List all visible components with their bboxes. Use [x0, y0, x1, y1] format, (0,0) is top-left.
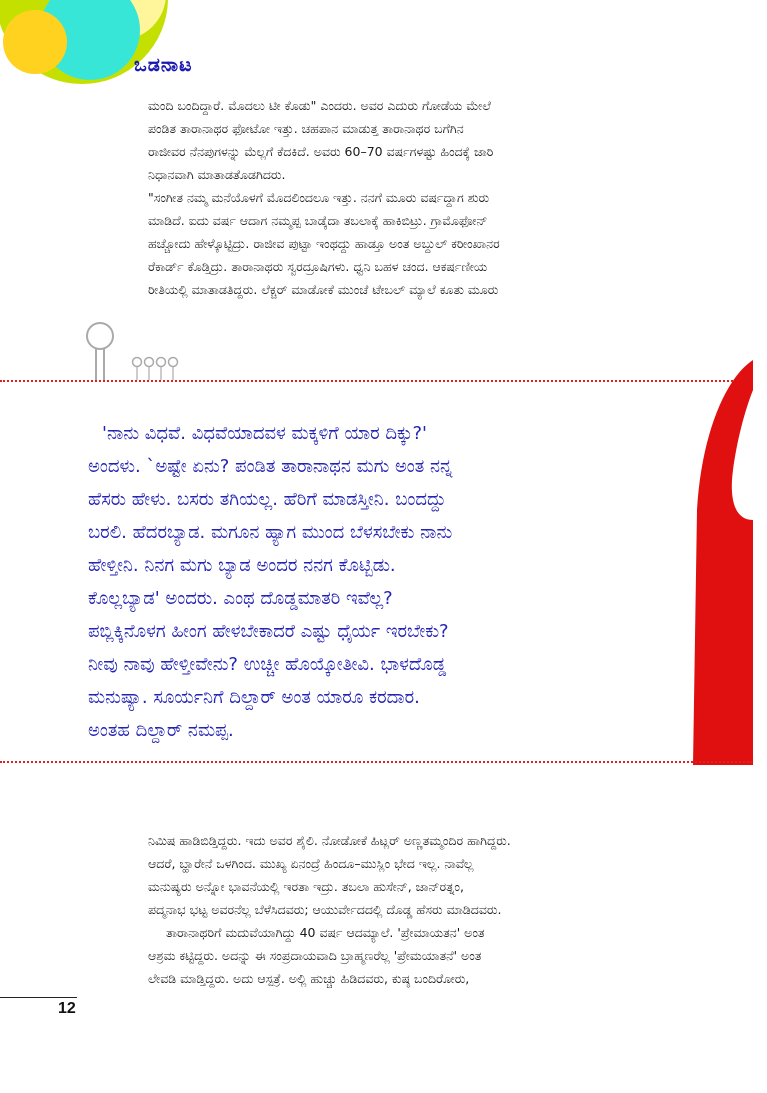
pin-ring-decoration	[84, 320, 194, 382]
paragraph-line: ಆದರೆ, ಬ್ಹಾರೇನೆ ಒಳಗಿಂದ. ಮುಖ್ಯ ಏನಂದ್ರೆ ಹಿಂದೂ–ಮುಸ್ಲಿಂ ಭೇದ ಇಲ್ಲ. ನಾವೆಲ್ಲ	[148, 856, 474, 871]
paragraph-line: ಆಶ್ರಮ ಕಟ್ಟಿದ್ದರು. ಅದನ್ನು ಈ ಸಂಪ್ರದಾಯವಾದಿ ಬ್ರಾಹ್ಮಣರೆಲ್ಲ 'ಪ್ರೇಮಯಾತನೆ' ಅಂತ	[148, 948, 482, 963]
bottom-paragraph	[148, 829, 688, 990]
paragraph-line: ಮಂದಿ ಬಂದಿದ್ದಾರೆ. ಮೊದಲು ಟೀ ಕೊಡು" ಎಂದರು. ಅವರ ಎದುರು ಗೋಡೆಯ ಮೇಲೆ	[148, 98, 491, 113]
paragraph-line: ಮನುಷ್ಯರು ಅನ್ನೋ ಭಾವನೆಯಲ್ಲಿ ಇರತಾ ಇದ್ರು. ತಬಲಾ ಹುಸೇನ್, ಜಾನ್‌ರತ್ನಂ,	[148, 879, 464, 894]
pull-quote	[88, 417, 648, 747]
paragraph-line: ರೀತಿಯಲ್ಲಿ ಮಾತಾಡತಿದ್ದರು. ಲೆಕ್ಚರ್ ಮಾಡೋಕೆ ಮುಂಚೆ ಟೇಬಲ್ ಮ್ಯಾಲೆ ಕೂತು ಮೂರು	[148, 282, 499, 297]
dotted-divider-top	[0, 380, 752, 382]
quote-line: ಅಂದಳು. `ಅಷ್ಟೇ ಏನು? ಪಂಡಿತ ತಾರಾನಾಥನ ಮಗು ಅಂತ ನನ್ನ	[88, 456, 453, 477]
page-number: 12	[58, 1000, 76, 1017]
paragraph-line: ಪದ್ಮನಾಭ ಭಟ್ಟ ಅವರನೆಲ್ಲ ಬೆಳೆಸಿದವರು; ಆಯುರ್ವೇದದಲ್ಲಿ ದೊಡ್ಡ ಹೆಸರು ಮಾಡಿದವರು.	[148, 902, 502, 917]
paragraph-line: ಮಾಡಿದೆ. ಐದು ವರ್ಷ ಆದಾಗ ನಮ್ಮಪ್ಪ ಬಾಡ್ಕೆದಾ ತಬಲಾಕ್ಕೆ ಹಾಕಿಬಿಟ್ರು. ಗ್ರಾಮೊಫೋನ್	[148, 213, 488, 228]
quote-line: ಮನುಷ್ಯಾ. ಸೂರ್ಯನಿಗೆ ದಿಲ್ದಾರ್ ಅಂತ ಯಾರೂ ಕರದಾರ.	[88, 687, 420, 708]
page-number-rule	[0, 997, 77, 998]
quote-line: ಪಬ್ಲಿಕ್ಕಿನೊಳಗ ಹೀಂಗ ಹೇಳಬೇಕಾದರೆ ಎಷ್ಟು ಧೈರ್ಯ ಇರಬೇಕು?	[88, 621, 449, 642]
quote-line: ಅಂತಹ ದಿಲ್ದಾರ್ ನಮಪ್ಪ.	[88, 720, 234, 741]
paragraph-line: ತಾರಾನಾಥರಿಗೆ ಮದುವೆಯಾಗಿದ್ದು 40 ವರ್ಷ ಆದಮ್ಯಾಲೆ. 'ಪ್ರೇಮಾಯತನ' ಅಂತ	[166, 925, 485, 940]
paragraph-line: ಹಚ್ಚೋದು ಹೇಳ್ಕೊಟ್ಟಿದ್ರು. ರಾಜೀವ ಪುಟ್ಟಾ ಇಂಥದ್ದು ಹಾಡ್ತೂ ಅಂತ ಅಬ್ದುಲ್ ಕರೀಂಖಾನರ	[148, 236, 500, 251]
paragraph-line: ನಿಮಿಷ ಹಾಡಿಬಿಡ್ತಿದ್ದರು. ಇದು ಅವರ ಶೈಲಿ. ನೋಡೋಕೆ ಹಿಟ್ಲರ್ ಅಣ್ಣತಮ್ಮಂದಿರ ಹಾಗಿದ್ದರು.	[148, 833, 511, 848]
yellow-circle	[3, 10, 67, 74]
quote-line: ಬರಲಿ. ಹೆದರಬ್ಯಾಡ. ಮಗೂನ ಹ್ಯಾಗ ಮುಂದ ಬೆಳಸಬೇಕು ನಾನು	[88, 522, 453, 543]
corner-circles-decoration	[0, 0, 190, 90]
paragraph-line: "ಸಂಗೀತ ನಮ್ಮ ಮನೆಯೊಳಗೆ ಮೊದಲಿಂದಲೂ ಇತ್ತು. ನನಗೆ ಮೂರು ವರ್ಷದ್ದಾಗ ಶುರು	[148, 190, 490, 205]
quote-line: ಕೊಲ್ಲಬ್ಯಾಡ' ಅಂದರು. ಎಂಥ ದೊಡ್ಡಮಾತರಿ ಇವೆಲ್ಲ?	[88, 588, 393, 609]
quote-mark-icon	[683, 360, 753, 768]
section-title: ಒಡನಾಟ	[134, 54, 193, 76]
paragraph-line: ಪಂಡಿತ ತಾರಾನಾಥರ ಫೋಟೋ ಇತ್ತು. ಚಹಪಾನ ಮಾಡುತ್ತ ತಾರಾನಾಥರ ಬಗೆಗಿನ	[148, 121, 464, 136]
paragraph-line: ಲೇವಡಿ ಮಾಡ್ತಿದ್ದರು. ಅದು ಆಸ್ಪತ್ರೆ. ಅಲ್ಲಿ ಹುಚ್ಚು ಹಿಡಿದವರು, ಕುಷ್ಠ ಬಂದಿರೋರು,	[148, 971, 470, 986]
paragraph-line: ನಿಧಾನವಾಗಿ ಮಾತಾಡತೊಡಗಿದರು.	[148, 167, 286, 182]
quote-line: ಹೆಸರು ಹೇಳು. ಬಸರು ತಗಿಯಲ್ಲ. ಹೆರಿಗೆ ಮಾಡಸ್ತೀನಿ. ಬಂದದ್ದು	[88, 489, 446, 510]
paragraph-line: ರೆಕಾರ್ಡ್ ಕೊಡ್ತಿದ್ರು. ತಾರಾನಾಥರು ಸ್ವರದ್ರೂಷಿಗಳು. ಧ್ವನಿ ಬಹಳ ಚಂದ. ಆಕರ್ಷಣೀಯ	[148, 259, 488, 274]
quote-line: ನೀವು ನಾವು ಹೇಳ್ತೀವೇನು? ಉಚ್ಚೀ ಹೊಯ್ಕೋತೀವಿ. ಭಾಳದೊಡ್ಡ	[88, 654, 447, 675]
quote-line: ಹೇಳ್ತೀನಿ. ನಿನಗ ಮಗು ಬ್ಯಾಡ ಅಂದರ ನನಗ ಕೊಟ್ಬಿಡು.	[88, 555, 396, 576]
quote-line: 'ನಾನು ವಿಧವೆ. ವಿಧವೆಯಾದವಳ ಮಕ್ಕಳಿಗೆ ಯಾರ ದಿಕ್ಕು?'	[102, 423, 428, 444]
paragraph-line: ರಾಜೀವರ ನೆನಪುಗಳನ್ನು ಮೆಲ್ಲಗೆ ಕೆದಕಿದೆ. ಅವರು 60–70 ವರ್ಷಗಳಷ್ಟು ಹಿಂದಕ್ಕೆ ಜಾರಿ	[148, 144, 494, 159]
dotted-divider-bottom	[0, 761, 752, 763]
top-paragraph	[148, 94, 688, 301]
